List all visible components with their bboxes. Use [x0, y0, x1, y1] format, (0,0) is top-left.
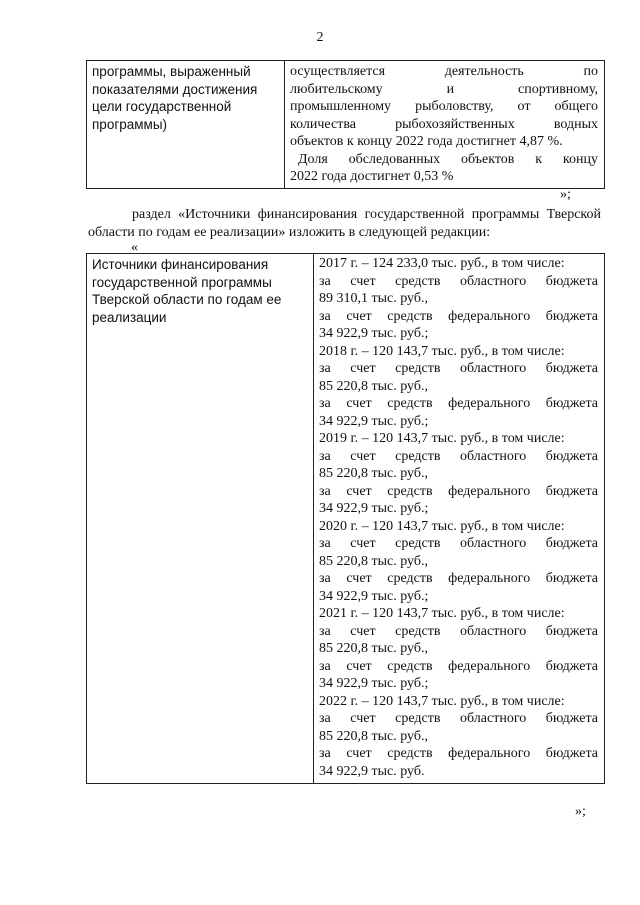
closing-quote: »;	[575, 804, 586, 819]
federal-budget-amount: 34 922,9 тыс. руб.	[319, 763, 425, 779]
regional-budget-amount: 85 220,8 тыс. руб.,	[319, 728, 428, 744]
regional-budget-amount: 89 310,1 тыс. руб.,	[319, 291, 428, 306]
federal-budget-amount: 34 922,9 тыс. руб.;	[319, 588, 429, 604]
regional-budget-line: за счет средств областного бюджета	[319, 623, 598, 639]
funding-label-cell	[87, 254, 314, 784]
indicator-label-line: цели государственной	[92, 99, 232, 114]
federal-budget-line: за счет средств федерального бюджета	[319, 308, 598, 324]
indicator-label-line: программы, выраженный	[92, 64, 251, 79]
funding-year-2017: 2017 г. – 124 233,0 тыс. руб., в том числе:	[319, 256, 565, 271]
amendment-paragraph: раздел «Источники финансирования государственной программы Тверской области по годам ее реализации» изложить в следующей редакции:	[88, 207, 601, 240]
funding-year-2022: 2022 г. – 120 143,7 тыс. руб., в том числе:	[319, 693, 565, 709]
federal-budget-line: за счет средств федерального бюджета	[319, 396, 598, 411]
table-funding-sources	[86, 253, 605, 784]
federal-budget-amount: 34 922,9 тыс. руб.;	[319, 413, 429, 429]
indicator-text-line: Доля обследованных объектов к концу	[298, 151, 598, 167]
indicator-text-line: промышленному рыболовству, от общего	[290, 99, 598, 114]
regional-budget-line: за счет средств областного бюджета	[319, 711, 598, 726]
regional-budget-amount: 85 220,8 тыс. руб.,	[319, 378, 428, 394]
indicator-text-line: объектов к концу 2022 года достигнет 4,87 %.	[290, 134, 563, 149]
closing-quote: »;	[560, 187, 571, 202]
funding-year-2020: 2020 г. – 120 143,7 тыс. руб., в том числе:	[319, 518, 565, 534]
indicator-text-line: любительскому и спортивному,	[290, 81, 598, 97]
funding-label-line: Источники финансирования	[92, 257, 269, 272]
regional-budget-amount: 85 220,8 тыс. руб.,	[319, 466, 428, 481]
federal-budget-amount: 34 922,9 тыс. руб.;	[319, 326, 429, 341]
federal-budget-line: за счет средств федерального бюджета	[319, 658, 598, 674]
table-row	[87, 254, 605, 784]
federal-budget-line: за счет средств федерального бюджета	[319, 571, 598, 586]
federal-budget-line: за счет средств федерального бюджета	[319, 483, 598, 499]
funding-year-2021: 2021 г. – 120 143,7 тыс. руб., в том числе:	[319, 606, 565, 621]
regional-budget-line: за счет средств областного бюджета	[319, 361, 598, 376]
indicator-label-line: программы)	[92, 116, 168, 132]
funding-label-line: Тверской области по годам ее	[92, 292, 282, 307]
indicator-text-line: осуществляется деятельность по	[290, 64, 598, 79]
funding-label-line: государственной программы	[92, 274, 272, 290]
indicator-label-cell	[87, 61, 285, 189]
federal-budget-line: за счет средств федерального бюджета	[319, 746, 598, 761]
federal-budget-amount: 34 922,9 тыс. руб.;	[319, 501, 429, 516]
indicator-text-line: 2022 года достигнет 0,53 %	[290, 169, 454, 184]
opening-quote: «	[131, 240, 138, 255]
funding-year-2019: 2019 г. – 120 143,7 тыс. руб., в том числе:	[319, 431, 565, 446]
page-number: 2	[316, 30, 324, 45]
funding-label-line: реализации	[92, 309, 167, 325]
table-row	[87, 61, 605, 189]
federal-budget-amount: 34 922,9 тыс. руб.;	[319, 676, 429, 691]
indicator-label-line: показателями достижения	[92, 81, 258, 97]
regional-budget-amount: 85 220,8 тыс. руб.,	[319, 641, 428, 656]
regional-budget-line: за счет средств областного бюджета	[319, 273, 598, 289]
regional-budget-line: за счет средств областного бюджета	[319, 448, 598, 464]
funding-year-2018: 2018 г. – 120 143,7 тыс. руб., в том числе:	[319, 343, 565, 359]
funding-value-cell	[314, 254, 605, 784]
indicator-text-line: количества рыбохозяйственных водных	[290, 116, 598, 132]
regional-budget-amount: 85 220,8 тыс. руб.,	[319, 553, 428, 569]
table-program-indicators	[86, 60, 605, 189]
indicator-value-cell	[285, 61, 605, 189]
regional-budget-line: за счет средств областного бюджета	[319, 536, 598, 551]
